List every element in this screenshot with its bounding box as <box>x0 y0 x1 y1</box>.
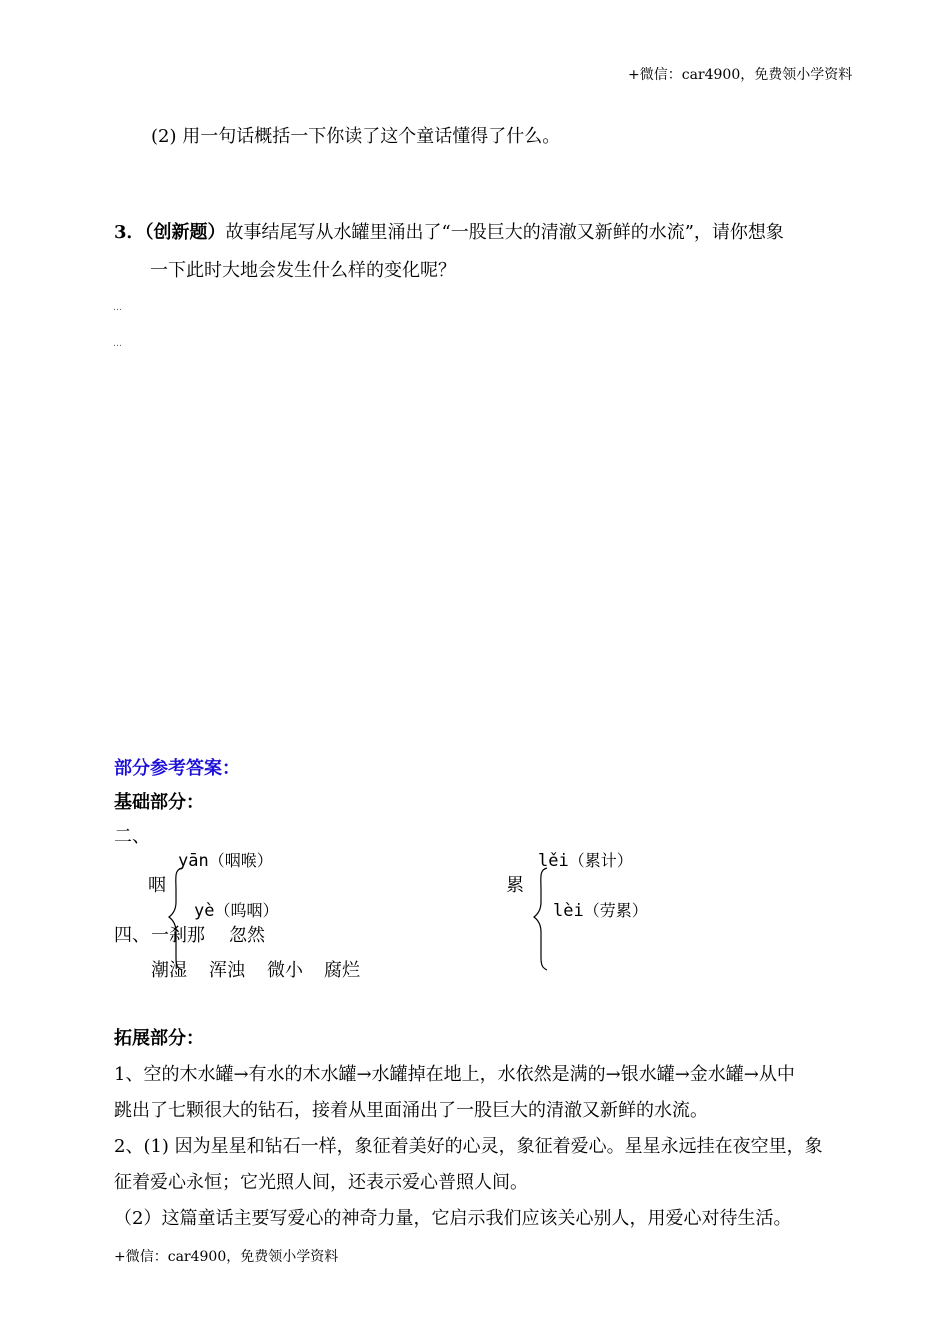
question-3-text-line2: 一下此时大地会发生什么样的变化呢？ <box>150 260 456 281</box>
char2: 累 <box>506 875 524 896</box>
answer-line-1: … <box>113 303 122 313</box>
section-4-word-6: 腐烂 <box>324 960 360 981</box>
char2-reading2-pinyin: lèi <box>553 901 584 921</box>
question-3 <box>114 218 784 244</box>
char2-reading2 <box>553 898 648 921</box>
extended-answer-2-line-1: 2、(1) 因为星星和钻石一样，象征着美好的心灵，象征着爱心。星星永远挂在夜空里，象 <box>114 1136 823 1157</box>
char1-reading2-word: （呜咽） <box>214 901 279 920</box>
answer-line-2: … <box>113 339 122 349</box>
extended-answer-2-line-3: （2）这篇童话主要写爱心的神奇力量，它启示我们应该关心别人，用爱心对待生活。 <box>114 1208 792 1229</box>
char2-reading1 <box>538 848 633 871</box>
section-4-word-3: 潮湿 <box>151 960 187 981</box>
section-4-word-1: 一刹那 <box>151 925 205 946</box>
char1-brace <box>168 868 184 970</box>
extended-section-title: 拓展部分： <box>114 1028 204 1049</box>
char1-reading2 <box>194 898 279 921</box>
section-4-word-2: 忽然 <box>229 925 265 946</box>
answers-title: 部分参考答案： <box>114 758 240 779</box>
question-2-part-2: (2) 用一句话概括一下你读了这个童话懂得了什么。 <box>151 126 561 147</box>
char2-reading1-pinyin: lěi <box>538 851 569 871</box>
extended-answer-1-line-2: 跳出了七颗很大的钻石，接着从里面涌出了一股巨大的清澈又新鲜的水流。 <box>114 1100 708 1121</box>
extended-answer-1-line-1: 1、空的木水罐→有水的木水罐→水罐掉在地上，水依然是满的→银水罐→金水罐→从中 <box>114 1064 795 1085</box>
page-header: +微信：car4900，免费领小学资料 <box>628 67 853 83</box>
section-2-label: 二、 <box>114 826 150 847</box>
basic-section-title: 基础部分： <box>114 792 204 813</box>
char2-reading1-word: （累计） <box>568 851 633 870</box>
char1-reading1-word: （咽喉） <box>208 851 273 870</box>
char1: 咽 <box>148 875 166 896</box>
extended-answer-2-line-2: 征着爱心永恒；它光照人间，还表示爱心普照人间。 <box>114 1172 528 1193</box>
char2-brace <box>533 868 549 970</box>
question-3-tag: （创新题） <box>144 222 226 243</box>
section-4-word-4: 浑浊 <box>209 960 245 981</box>
char1-reading1-pinyin: yān <box>178 851 209 871</box>
section-4-word-5: 微小 <box>267 960 303 981</box>
question-3-number: 3． <box>114 222 145 243</box>
char1-reading1 <box>178 848 273 871</box>
section-4-label: 四、 <box>114 925 150 946</box>
char2-reading2-word: （劳累） <box>583 901 648 920</box>
question-3-text-line1: 故事结尾写从水罐里涌出了“一股巨大的清澈又新鲜的水流”，请你想象 <box>225 222 784 243</box>
char1-reading2-pinyin: yè <box>194 901 215 921</box>
page-footer: +微信：car4900，免费领小学资料 <box>114 1249 339 1265</box>
